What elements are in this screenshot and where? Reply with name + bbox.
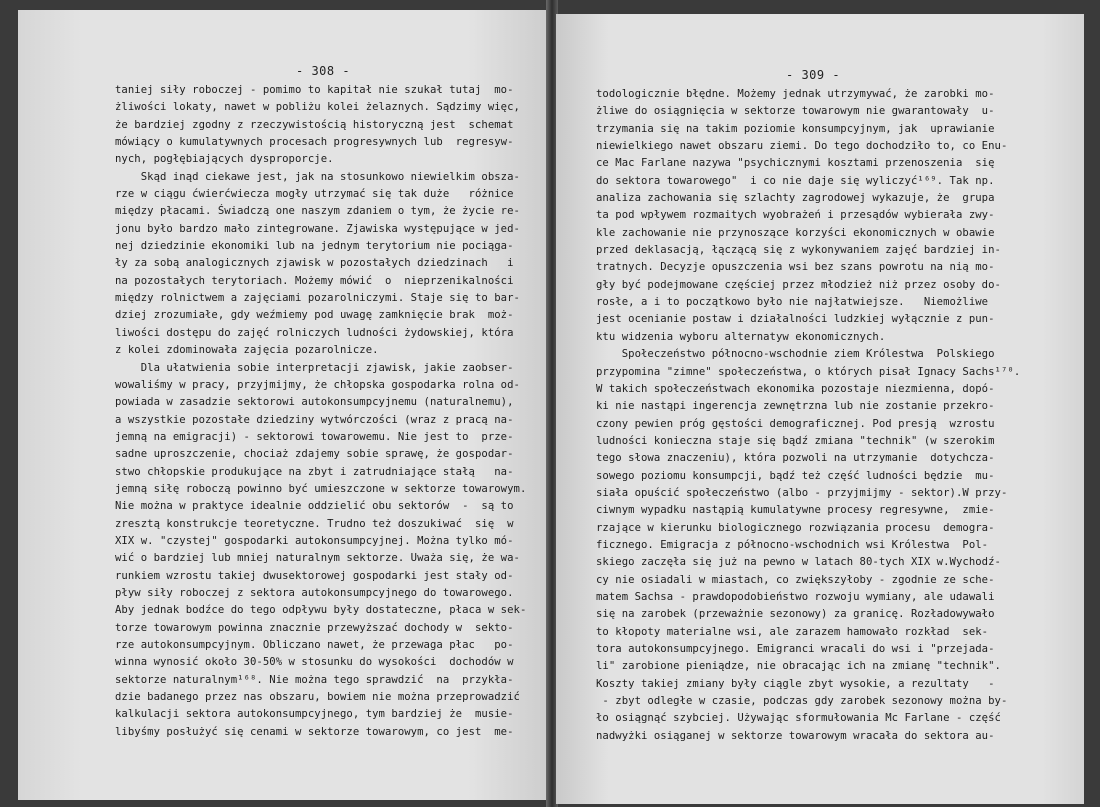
text-line: mówiący o kumulatywnych procesach progresywnych lub regresyw- [115,136,514,149]
text-line: cy nie osiadali w miastach, co zwiększyłoby - zgodnie ze sche- [596,573,995,586]
text-line: rze autokonsumpcyjnym. Obliczano nawet, że przewaga płac po- [115,639,514,651]
right-page-text [596,86,1020,745]
text-line: zresztą konstrukcje teoretyczne. Trudno też doszukiwać się w [115,517,514,530]
text-line: matem Sachsa - prawdopodobieństwo rozwoju wymiany, ale udawali [596,590,995,603]
left-page-text [115,82,526,741]
text-line: wowaliśmy w pracy, przyjmijmy, że chłopska gospodarka rolna od- [115,378,520,391]
text-line: skiego zaczęła się już na pewno w latach 80-tych XIX w.Wychodź- [596,556,1001,569]
page-number-left: - 308 - [296,64,351,78]
text-line: kle zachowanie nie przynoszące korzyści ekonomicznych w obawie [596,226,995,239]
text-line: trzymania się na takim poziomie konsumpcyjnym, jak uprawianie [596,122,995,135]
text-line: libyśmy posłużyć się cenami w sektorze towarowym, co jest me- [115,725,514,738]
text-line: nadwyżki osiąganej w sektorze towarowym wracała do sektora au- [596,729,995,742]
text-line: to kłopoty materialne wsi, ale zarazem hamowało rozkład sek- [596,625,989,638]
text-line: jest ocenianie postaw i działalności ludzkiej wyłącznie z pun- [596,313,995,326]
text-line: tratnych. Decyzje opuszczenia wsi bez szans powrotu na nią mo- [596,261,995,274]
text-line: nej dziedzinie ekonomiki lub na jednym terytorium nie pociąga- [115,240,514,253]
text-line: z kolei zdominowała zajęcia pozarolnicze. [115,344,379,357]
text-line: ktu widzenia wyboru alternatyw ekonomicznych. [596,330,886,343]
text-line: Aby jednak bodźce do tego odpływu były dostateczne, płaca w sek- [115,604,527,617]
text-line: torze towarowym powinna znacznie przewyższać dochody w sekto- [115,621,514,634]
text-line: żliwe do osiągnięcia w sektorze towarowym nie gwarantowały u- [596,105,995,118]
text-line: Skąd inąd ciekawe jest, jak na stosunkowo niewielkim obsza- [115,170,520,183]
text-line: a wszystkie pozostałe dziedziny wytwórczości (wraz z pracą na- [115,413,514,426]
text-line: do sektora towarowego" i co nie daje się wyliczyć¹⁶⁹. Tak np. [596,174,995,187]
left-page [18,10,548,800]
text-line: sadne uproszczenie, chociaż zdajemy sobie sprawę, że gospodar- [115,448,514,461]
text-line: gły być podejmowane częściej przez młodzież niż przez osoby do- [596,278,1001,291]
text-line: ki nie nastąpi ingerencja zewnętrzna lub nie zostanie przekro- [596,400,995,413]
text-line: nych, pogłębiających dysproporcje. [115,153,334,166]
text-line: przypomina "zimne" społeczeństwa, o których pisał Ignacy Sachs¹⁷⁰. [596,365,1021,378]
text-line: li" zarobione pieniądze, nie obracając ich na zmianę "technik". [596,660,1001,673]
text-line: jonu było bardzo mało zintegrowane. Zjawiska występujące w jed- [115,222,520,235]
text-line: liwości dostępu do zajęć rolniczych ludności żydowskiej, która [115,326,514,339]
text-line: tora autokonsumpcyjnego. Emigranci wracali do wsi i "przejada- [596,643,995,655]
text-line: wić o bardziej lub mniej naturalnym sektorze. Uważa się, że wa- [115,552,520,565]
text-line: ciwnym wypadku nastąpią kumulatywne procesy regresywne, zmie- [596,504,995,517]
text-line: ce Mac Farlane nazywa "psychicznymi kosztami przenoszenia się [596,157,995,170]
text-line: Koszty takiej zmiany były ciągle zbyt wysokie, a rezultaty - [596,677,995,690]
text-line: ta pod wpływem rozmaitych wyobrażeń i przesądów wybierała zwy- [596,209,995,222]
text-line: niewielkiego nawet obszaru ziemi. Do tego dochodziło to, co Enu- [596,140,1008,153]
text-line: na pozostałych terytoriach. Możemy mówić o nieprzenikalności [115,274,514,287]
text-line: - zbyt odległe w czasie, podczas gdy zarobek sezonowy można by- [596,695,1008,708]
text-line: rze w ciągu ćwierćwiecza mogły utrzymać się tak duże różnice [115,188,514,201]
text-line: W takich społeczeństwach ekonomika pozostaje niezmienna, dopó- [596,382,995,395]
text-line: todologicznie błędne. Możemy jednak utrzymywać, że zarobki mo- [596,88,995,100]
text-line: ludności konieczna staje się bądź zmiana "technik" (w szerokim [596,434,995,447]
text-line: tego słowa znaczeniu), która pozwoli na utrzymanie dotychcza- [596,452,995,465]
text-line: Nie można w praktyce idealnie oddzielić obu sektorów - są to [115,500,514,513]
text-line: stwo chłopskie produkujące na zbyt i zatrudniające stałą na- [115,465,514,478]
text-line: dzie badanego przez nas obszaru, bowiem nie można przeprowadzić [115,691,520,704]
text-line: się na zarobek (przeważnie sezonowy) za granicę. Rozładowywało [596,608,995,621]
text-line: runkiem wzrostu takiej dwusektorowej gospodarki jest stały od- [115,569,514,582]
text-line: rzające w kierunku biologicznego rozwiązania procesu demogra- [596,521,995,534]
text-line: ficznego. Emigracja z północno-wschodnich wsi Królestwa Pol- [596,538,989,551]
text-line: czony pewien próg gęstości demograficznej. Pod presją wzrostu [596,417,995,430]
text-line: kalkulacji sektora autokonsumpcyjnego, tym bardziej że musie- [115,708,514,721]
text-line: XIX w. "czystej" gospodarki autokonsumpcyjnej. Można tylko mó- [115,534,514,547]
text-line: ły za sobą analogicznych zjawisk w pozostałych dziedzinach i [115,257,514,270]
text-line: siała opuścić społeczeństwo (albo - przyjmijmy - sektor).W przy- [596,486,1008,499]
text-line: dziej zrozumiałe, gdy weźmiemy pod uwagę zamknięcie brak moż- [115,309,514,322]
text-line: sektorze naturalnym¹⁶⁸. Nie można tego sprawdzić na przykła- [115,673,514,686]
right-page [556,14,1084,804]
text-line: powiada w zasadzie sektorowi autokonsumpcyjnemu (naturalnemu), [115,396,514,409]
text-line: jemną na emigracji) - sektorowi towarowemu. Nie jest to prze- [115,430,514,443]
text-line: analiza zachowania się szlachty zagrodowej wykazuje, że grupa [596,192,995,205]
text-line: żliwości lokaty, nawet w pobliżu kolei żelaznych. Sądzimy więc, [115,101,520,114]
text-line: Społeczeństwo północno-wschodnie ziem Królestwa Polskiego [596,348,995,361]
text-line: rosłe, a i to początkowo było nie najłatwiejsze. Niemożliwe [596,296,989,309]
page-number-right: - 309 - [786,68,841,82]
text-line: przed deklasacją, łączącą się z wykonywaniem zajęć bardziej in- [596,244,1001,257]
text-line: taniej siły roboczej - pomimo to kapitał nie szukał tutaj mo- [115,84,514,96]
text-line: sowego poziomu konsumpcji, bądź też część ludności będzie mu- [596,469,995,482]
text-line: między rolnictwem a zajęciami pozarolniczymi. Staje się to bar- [115,292,520,305]
text-line: między płacami. Świadczą one naszym zdaniem o tym, że życie re- [115,205,520,218]
text-line: Dla ułatwienia sobie interpretacji zjawisk, jakie zaobser- [115,361,514,374]
text-line: ło osiągnąć szybciej. Używając sformułowania Mc Farlane - część [596,712,1001,725]
text-line: pływ siły roboczej z sektora autokonsumpcyjnego do towarowego. [115,586,514,599]
text-line: jemną siłę roboczą powinno być umieszczone w sektorze towarowym. [115,482,527,495]
text-line: że bardziej zgodny z rzeczywistością historyczną jest schemat [115,118,514,131]
text-line: winna wynosić około 30-50% w stosunku do wysokości dochodów w [115,656,514,669]
